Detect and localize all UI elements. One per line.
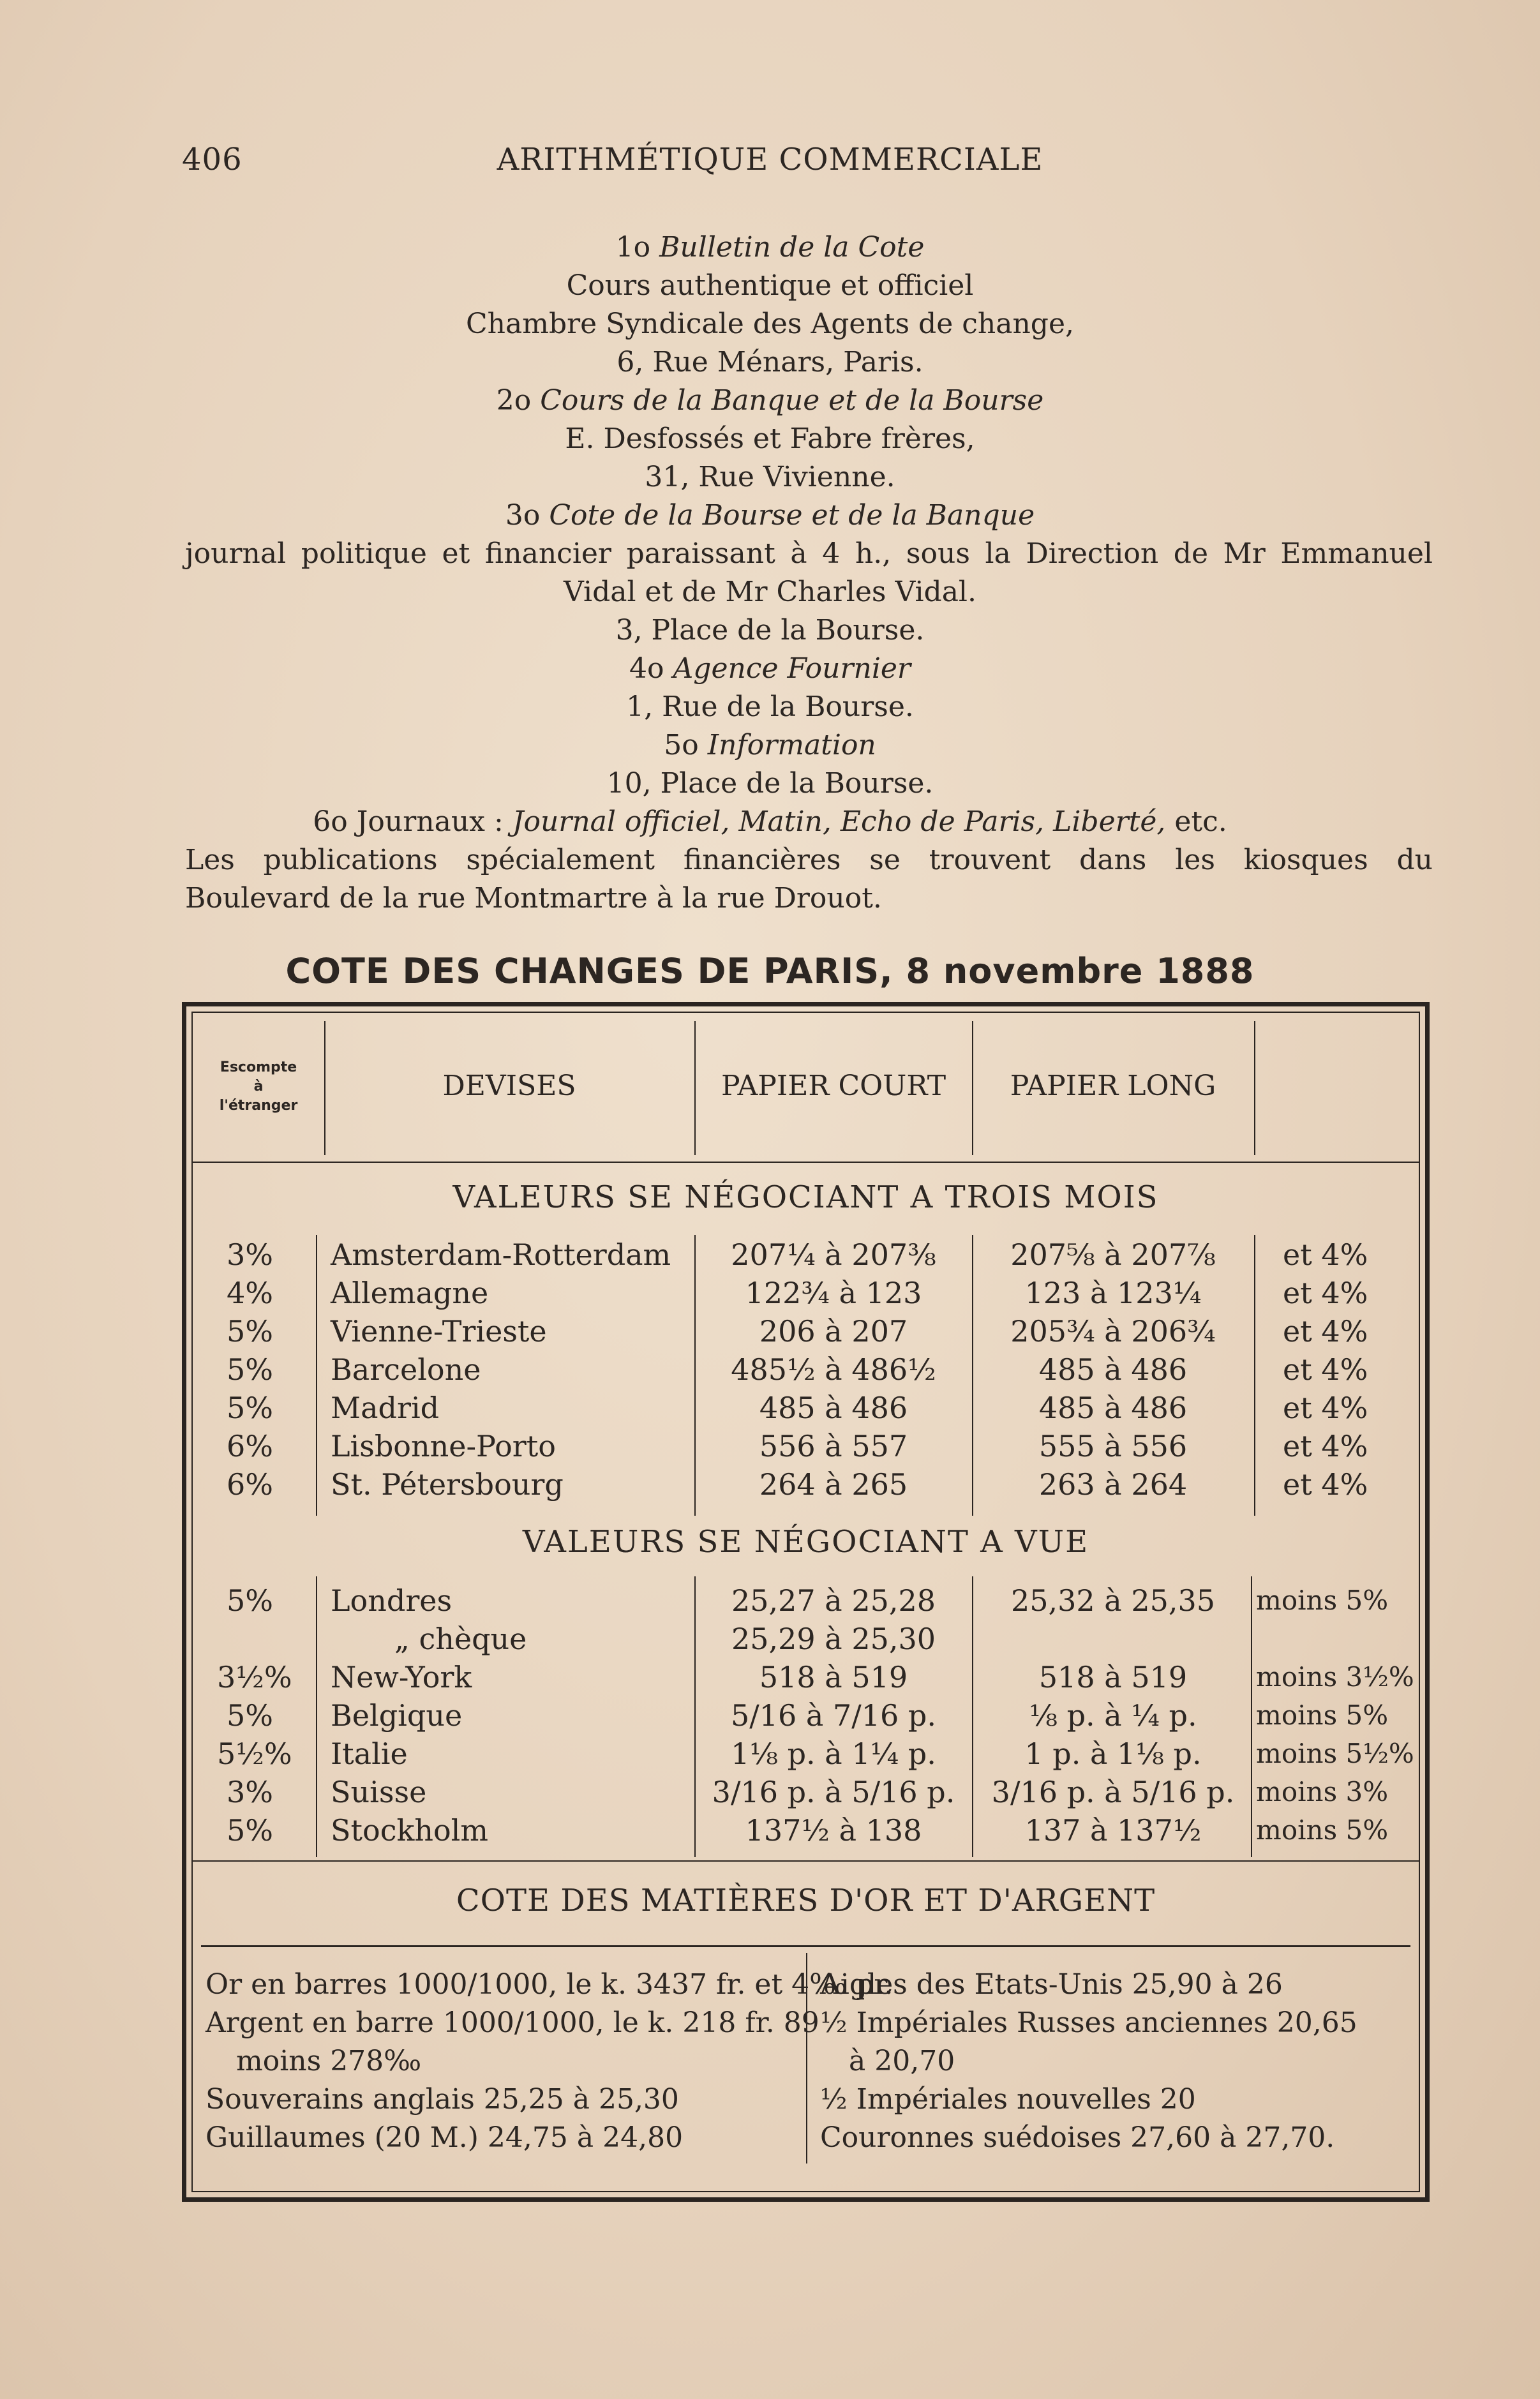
note-value: et 4% — [1283, 1237, 1368, 1272]
papier-court-value: 1⅛ p. à 1¼ p. — [731, 1737, 936, 1771]
source-3-title: 3o Cote de la Bourse et de la Banque — [505, 499, 1035, 532]
papier-court-value: 556 à 557 — [759, 1429, 908, 1463]
coin-quote: ½ Impériales nouvelles 20 — [820, 2083, 1196, 2116]
note-value: moins 5% — [1256, 1585, 1389, 1616]
metal-quote: Guillaumes (20 M.) 24,75 à 24,80 — [206, 2121, 684, 2154]
papier-court-header: PAPIER COURT — [721, 1070, 946, 1102]
papier-long-value: 518 à 519 — [1038, 1660, 1188, 1694]
papier-court-value: 207¼ à 207⅜ — [731, 1237, 936, 1272]
note-value: et 4% — [1283, 1391, 1368, 1425]
source-3-line: Vidal et de Mr Charles Vidal. — [564, 576, 976, 608]
escompte-rate: 5% — [227, 1813, 273, 1848]
devise-name: Suisse — [331, 1775, 427, 1809]
metal-quote: Souverains anglais 25,25 à 25,30 — [206, 2083, 679, 2116]
papier-long-value: 485 à 486 — [1038, 1391, 1188, 1425]
escompte-rate: 5% — [227, 1698, 273, 1733]
section-a-vue: VALEURS SE NÉGOCIANT A VUE — [522, 1524, 1089, 1560]
devise-name: Madrid — [331, 1391, 440, 1425]
publications-paragraph-end: Boulevard de la rue Montmartre à la rue Drouot. — [185, 882, 882, 915]
devise-name: Italie — [331, 1737, 408, 1771]
escompte-rate: 4% — [227, 1276, 273, 1310]
header-rule — [191, 1162, 1420, 1163]
papier-long-value: ⅛ p. à ¼ p. — [1029, 1698, 1197, 1733]
papier-court-value: 206 à 207 — [759, 1314, 908, 1349]
devise-name: Vienne-Trieste — [331, 1314, 547, 1349]
source-2-line: 31, Rue Vivienne. — [645, 461, 895, 493]
note-value: et 4% — [1283, 1352, 1368, 1387]
note-value: et 4% — [1283, 1314, 1368, 1349]
source-1-line: Cours authentique et officiel — [566, 269, 974, 302]
source-2-line: E. Desfossés et Fabre frères, — [565, 422, 975, 455]
source-3-line: 3, Place de la Bourse. — [615, 614, 925, 646]
devise-name: New-York — [331, 1660, 472, 1694]
devise-name: Stockholm — [331, 1813, 488, 1848]
papier-court-value: 518 à 519 — [759, 1660, 908, 1694]
exchange-table-title: COTE DES CHANGES DE PARIS, 8 novembre 1888 — [285, 951, 1255, 991]
devise-name: Belgique — [331, 1698, 463, 1733]
source-3-description: journal politique et financier paraissant à 4 h., sous la Direction de Mr Emmanuel — [185, 537, 1433, 570]
note-value: moins 3% — [1256, 1776, 1389, 1807]
devise-name: Lisbonne-Porto — [331, 1429, 556, 1463]
source-4-line: 1, Rue de la Bourse. — [626, 691, 914, 723]
metal-quote: Argent en barre 1000/1000, le k. 218 fr. 89 — [206, 2007, 819, 2039]
escompte-rate: 6% — [227, 1429, 273, 1463]
papier-court-value: 3/16 p. à 5/16 p. — [712, 1775, 955, 1809]
papier-court-value: 137½ à 138 — [745, 1813, 922, 1848]
devise-name: St. Pétersbourg — [331, 1467, 564, 1502]
metal-quote-continued: moins 278‰ — [236, 2045, 422, 2077]
column-divider — [1254, 1235, 1255, 1516]
papier-long-value: 205¾ à 206¾ — [1010, 1314, 1216, 1349]
papier-court-value: 122¾ à 123 — [745, 1276, 922, 1310]
escompte-rate: 3% — [227, 1237, 273, 1272]
devise-name: Barcelone — [331, 1352, 481, 1387]
devise-name: Allemagne — [331, 1276, 489, 1310]
column-divider — [316, 1576, 317, 1857]
source-1-line: 6, Rue Ménars, Paris. — [617, 346, 923, 378]
escompte-rate: 3% — [227, 1775, 273, 1809]
papier-long-header: PAPIER LONG — [1010, 1070, 1216, 1102]
source-2-title: 2o Cours de la Banque et de la Bourse — [496, 384, 1044, 417]
header-divider — [1254, 1021, 1255, 1155]
source-4-title: 4o Agence Fournier — [629, 652, 911, 685]
papier-long-value: 485 à 486 — [1038, 1352, 1188, 1387]
note-value: moins 5% — [1256, 1700, 1389, 1731]
column-divider — [316, 1235, 317, 1516]
papier-long-value: 25,32 à 25,35 — [1010, 1583, 1216, 1618]
escompte-rate: 5½% — [217, 1737, 292, 1771]
escompte-header: Escompte à l'étranger — [219, 1059, 298, 1114]
papier-court-value: 5/16 à 7/16 p. — [731, 1698, 936, 1733]
papier-long-value: 123 à 123¼ — [1024, 1276, 1202, 1310]
escompte-rate: 6% — [227, 1467, 273, 1502]
escompte-rate: 5% — [227, 1352, 273, 1387]
escompte-rate: 3½% — [217, 1660, 292, 1694]
papier-long-value: 555 à 556 — [1038, 1429, 1188, 1463]
papier-long-value: 137 à 137½ — [1024, 1813, 1202, 1848]
section-matieres: COTE DES MATIÈRES D'OR ET D'ARGENT — [456, 1883, 1156, 1918]
note-value: moins 5% — [1256, 1814, 1389, 1846]
devises-header: DEVISES — [442, 1070, 576, 1102]
papier-court-value: 25,29 à 25,30 — [731, 1622, 936, 1656]
source-5-title: 5o Information — [664, 729, 876, 761]
papier-court-value: 485½ à 486½ — [731, 1352, 936, 1387]
page-number: 406 — [182, 142, 243, 177]
devise-name: „ chèque — [394, 1622, 527, 1656]
note-value: et 4% — [1283, 1276, 1368, 1310]
papier-court-value: 485 à 486 — [759, 1391, 908, 1425]
note-value: moins 3½% — [1256, 1661, 1414, 1693]
source-5-line: 10, Place de la Bourse. — [606, 767, 934, 800]
papier-court-value: 25,27 à 25,28 — [731, 1583, 936, 1618]
papier-long-value: 3/16 p. à 5/16 p. — [991, 1775, 1235, 1809]
source-1-title: 1o Bulletin de la Cote — [615, 231, 925, 264]
note-value: moins 5½% — [1256, 1738, 1414, 1769]
papier-long-value: 207⅝ à 207⅞ — [1010, 1237, 1216, 1272]
metal-quote: Or en barres 1000/1000, le k. 3437 fr. et 4‰ pr. — [206, 1968, 893, 2001]
devise-name: Amsterdam-Rotterdam — [331, 1237, 671, 1272]
note-value: et 4% — [1283, 1429, 1368, 1463]
running-title: ARITHMÉTIQUE COMMERCIALE — [497, 142, 1043, 177]
papier-long-value: 263 à 264 — [1038, 1467, 1188, 1502]
note-value: et 4% — [1283, 1467, 1368, 1502]
section-trois-mois: VALEURS SE NÉGOCIANT A TROIS MOIS — [452, 1179, 1159, 1215]
papier-court-value: 264 à 265 — [759, 1467, 908, 1502]
source-6-line: 6o Journaux : Journal officiel, Matin, Echo de Paris, Liberté, etc. — [313, 805, 1227, 838]
escompte-rate: 5% — [227, 1314, 273, 1349]
metals-top-rule — [191, 1860, 1420, 1862]
publications-paragraph: Les publications spécialement financières se trouvent dans les kiosques du — [185, 844, 1433, 876]
coin-quote: Couronnes suédoises 27,60 à 27,70. — [820, 2121, 1335, 2154]
coin-quote-continued: à 20,70 — [849, 2045, 955, 2077]
papier-long-value: 1 p. à 1⅛ p. — [1024, 1737, 1202, 1771]
source-1-line: Chambre Syndicale des Agents de change, — [465, 308, 1074, 340]
metals-header-rule — [201, 1945, 1410, 1947]
coin-quote: Aigles des Etats-Unis 25,90 à 26 — [820, 1968, 1283, 2001]
devise-name: Londres — [331, 1583, 452, 1618]
coin-quote: ½ Impériales Russes anciennes 20,65 — [820, 2007, 1357, 2039]
escompte-rate: 5% — [227, 1583, 273, 1618]
escompte-rate: 5% — [227, 1391, 273, 1425]
